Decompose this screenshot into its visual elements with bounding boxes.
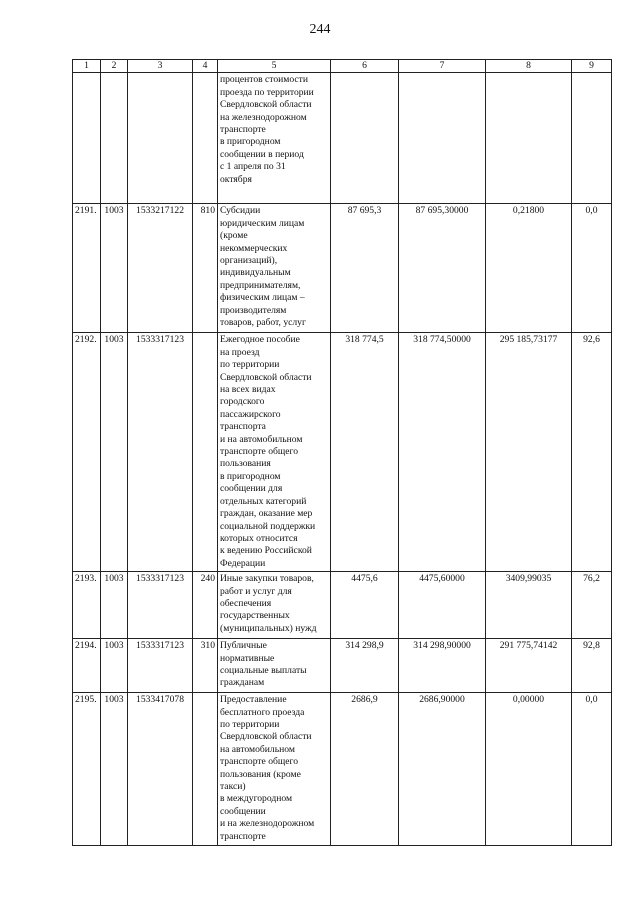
execution-percent: 0,0: [572, 204, 612, 333]
executed-amount: 291 775,74142: [486, 639, 572, 693]
approved-amount: 4475,60000: [399, 572, 486, 639]
target-code: 1533417078: [128, 693, 193, 846]
section-code: 1003: [101, 693, 128, 846]
approved-amount: 87 695,30000: [399, 204, 486, 333]
approved-amount: 314 298,90000: [399, 639, 486, 693]
description: Субсидии юридическим лицам (кроме некоммерческих организаций), индивидуальным предпринимателям, физическим лицам – производителям товаров, работ, услуг: [218, 204, 331, 333]
executed-amount: 0,00000: [486, 693, 572, 846]
budget-table: [72, 59, 612, 846]
target-code: 1533317123: [128, 639, 193, 693]
expense-type: [193, 333, 218, 572]
table-row: [73, 204, 612, 333]
executed-amount: 295 185,73177: [486, 333, 572, 572]
expense-type: 810: [193, 204, 218, 333]
section-code: 1003: [101, 639, 128, 693]
table-row: [73, 693, 612, 846]
approved-amount: 2686,90000: [399, 693, 486, 846]
table-row: [73, 639, 612, 693]
description: Иные закупки товаров, работ и услуг для обеспечения государственных (муниципальных) нужд: [218, 572, 331, 639]
execution-percent: [572, 73, 612, 204]
target-code: 1533217122: [128, 204, 193, 333]
column-header-3: 3: [128, 60, 193, 73]
column-header-6: 6: [331, 60, 399, 73]
target-code: [128, 73, 193, 204]
section-code: 1003: [101, 572, 128, 639]
column-header-4: 4: [193, 60, 218, 73]
execution-percent: 92,8: [572, 639, 612, 693]
column-header-1: 1: [73, 60, 101, 73]
column-header-8: 8: [486, 60, 572, 73]
execution-percent: 0,0: [572, 693, 612, 846]
plan-amount: 87 695,3: [331, 204, 399, 333]
column-number-row: [73, 60, 612, 73]
plan-amount: [331, 73, 399, 204]
description: Предоставление бесплатного проезда по территории Свердловской области на автомобильном транспорте общего пользования (кроме такси) в междугородном сообщении и на железнодорожном транспорте: [218, 693, 331, 846]
approved-amount: 318 774,50000: [399, 333, 486, 572]
execution-percent: 92,6: [572, 333, 612, 572]
description: Публичные нормативные социальные выплаты гражданам: [218, 639, 331, 693]
table-row: [73, 73, 612, 204]
approved-amount: [399, 73, 486, 204]
plan-amount: 4475,6: [331, 572, 399, 639]
row-number: 2195.: [73, 693, 101, 846]
row-number: 2191.: [73, 204, 101, 333]
column-header-2: 2: [101, 60, 128, 73]
row-number: [73, 73, 101, 204]
executed-amount: 3409,99035: [486, 572, 572, 639]
executed-amount: [486, 73, 572, 204]
plan-amount: 2686,9: [331, 693, 399, 846]
section-code: 1003: [101, 204, 128, 333]
description: Ежегодное пособие на проезд по территории Свердловской области на всех видах городского пассажирского транспорта и на автомобильном транспорте общего пользования в пригородном сообщении для отдельных категорий граждан, оказание мер социальной поддержки которых относится к ведению Российской Федерации: [218, 333, 331, 572]
target-code: 1533317123: [128, 333, 193, 572]
row-number: 2193.: [73, 572, 101, 639]
column-header-5: 5: [218, 60, 331, 73]
column-header-7: 7: [399, 60, 486, 73]
expense-type: [193, 73, 218, 204]
row-number: 2192.: [73, 333, 101, 572]
target-code: 1533317123: [128, 572, 193, 639]
description: процентов стоимости проезда по территории Свердловской области на железнодорожном транспорте в пригородном сообщении в период с 1 апреля по 31 октября: [218, 73, 331, 204]
page-number: 244: [309, 22, 331, 37]
section-code: 1003: [101, 333, 128, 572]
row-number: 2194.: [73, 639, 101, 693]
executed-amount: 0,21800: [486, 204, 572, 333]
column-header-9: 9: [572, 60, 612, 73]
plan-amount: 318 774,5: [331, 333, 399, 572]
expense-type: 240: [193, 572, 218, 639]
plan-amount: 314 298,9: [331, 639, 399, 693]
table-row: [73, 333, 612, 572]
expense-type: 310: [193, 639, 218, 693]
section-code: [101, 73, 128, 204]
table-row: [73, 572, 612, 639]
execution-percent: 76,2: [572, 572, 612, 639]
expense-type: [193, 693, 218, 846]
